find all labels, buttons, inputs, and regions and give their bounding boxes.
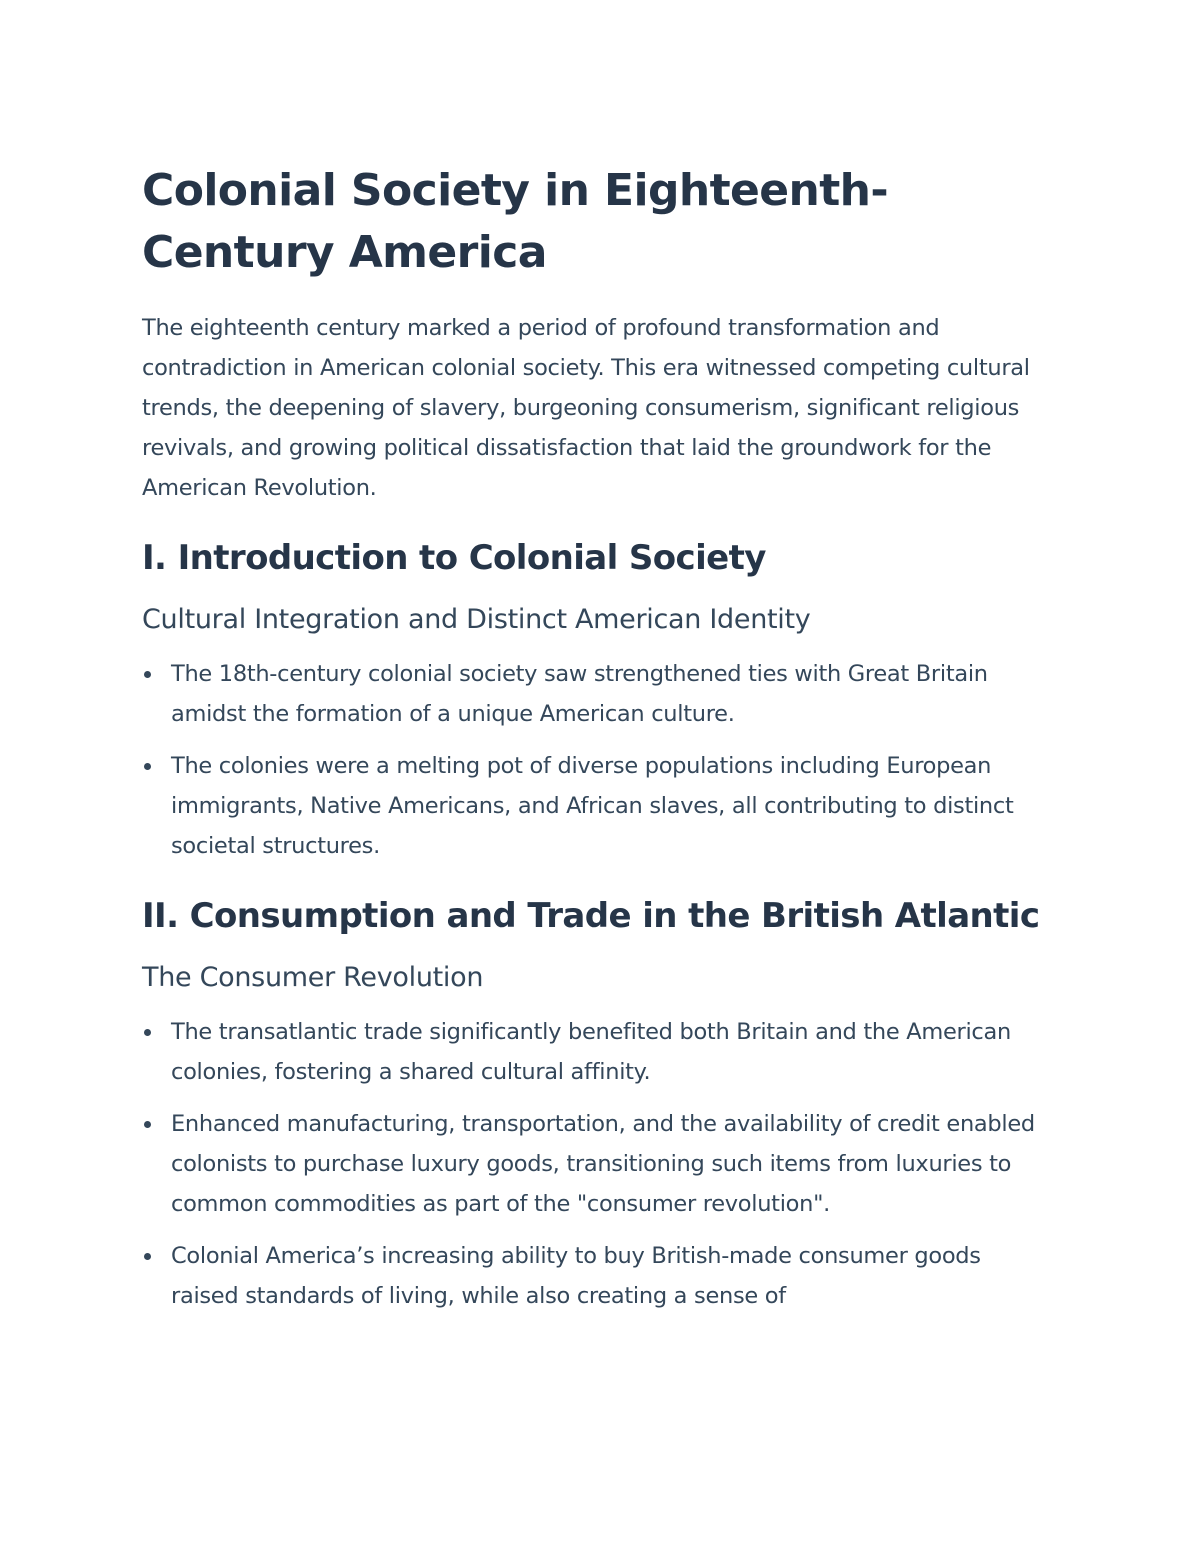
intro-paragraph: The eighteenth century marked a period of profound transformation and contradiction in American colonial society. This era witnessed competing cultural trends, the deepening of slavery, burgeoning consumerism, significant religious revivals, and growing political dissatisfaction that laid the groundwork for the American Revolution.	[142, 315, 1030, 501]
list-item-text: Colonial America’s increasing ability to buy British-made consumer goods raised standards of living, while also creating a sense of	[171, 1243, 981, 1309]
bullet-icon	[144, 1253, 151, 1260]
bullet-list	[142, 654, 1047, 866]
list-item	[142, 746, 1047, 866]
bullet-list	[142, 1012, 1047, 1316]
section-heading: II. Consumption and Trade in the British Atlantic	[142, 896, 1040, 936]
list-item-text: The 18th-century colonial society saw strengthened ties with Great Britain amidst the formation of a unique American culture.	[171, 661, 988, 727]
bullet-icon	[144, 1121, 151, 1128]
list-item	[142, 654, 1047, 734]
bullet-icon	[144, 1029, 151, 1036]
section-consumption-trade	[142, 894, 1047, 1316]
list-item-text: The colonies were a melting pot of diverse populations including European immigrants, Native Americans, and African slaves, all contributing to distinct societal structures.	[171, 753, 1014, 859]
list-item-text: The transatlantic trade significantly benefited both Britain and the American colonies, fostering a shared cultural affinity.	[171, 1019, 1011, 1085]
section-heading: I. Introduction to Colonial Society	[142, 538, 766, 578]
list-item	[142, 1104, 1047, 1224]
list-item-text: Enhanced manufacturing, transportation, and the availability of credit enabled colonists to purchase luxury goods, transitioning such items from luxuries to common commodities as part of the "consumer revolution".	[171, 1111, 1035, 1217]
section-subheading: Cultural Integration and Distinct American Identity	[142, 604, 811, 635]
section-introduction	[142, 536, 1047, 866]
list-item	[142, 1236, 1047, 1316]
document-page	[142, 160, 1047, 1328]
bullet-icon	[144, 671, 151, 678]
list-item	[142, 1012, 1047, 1092]
section-subheading: The Consumer Revolution	[142, 962, 484, 993]
document-title: Colonial Society in Eighteenth-Century America	[142, 165, 889, 278]
bullet-icon	[144, 763, 151, 770]
